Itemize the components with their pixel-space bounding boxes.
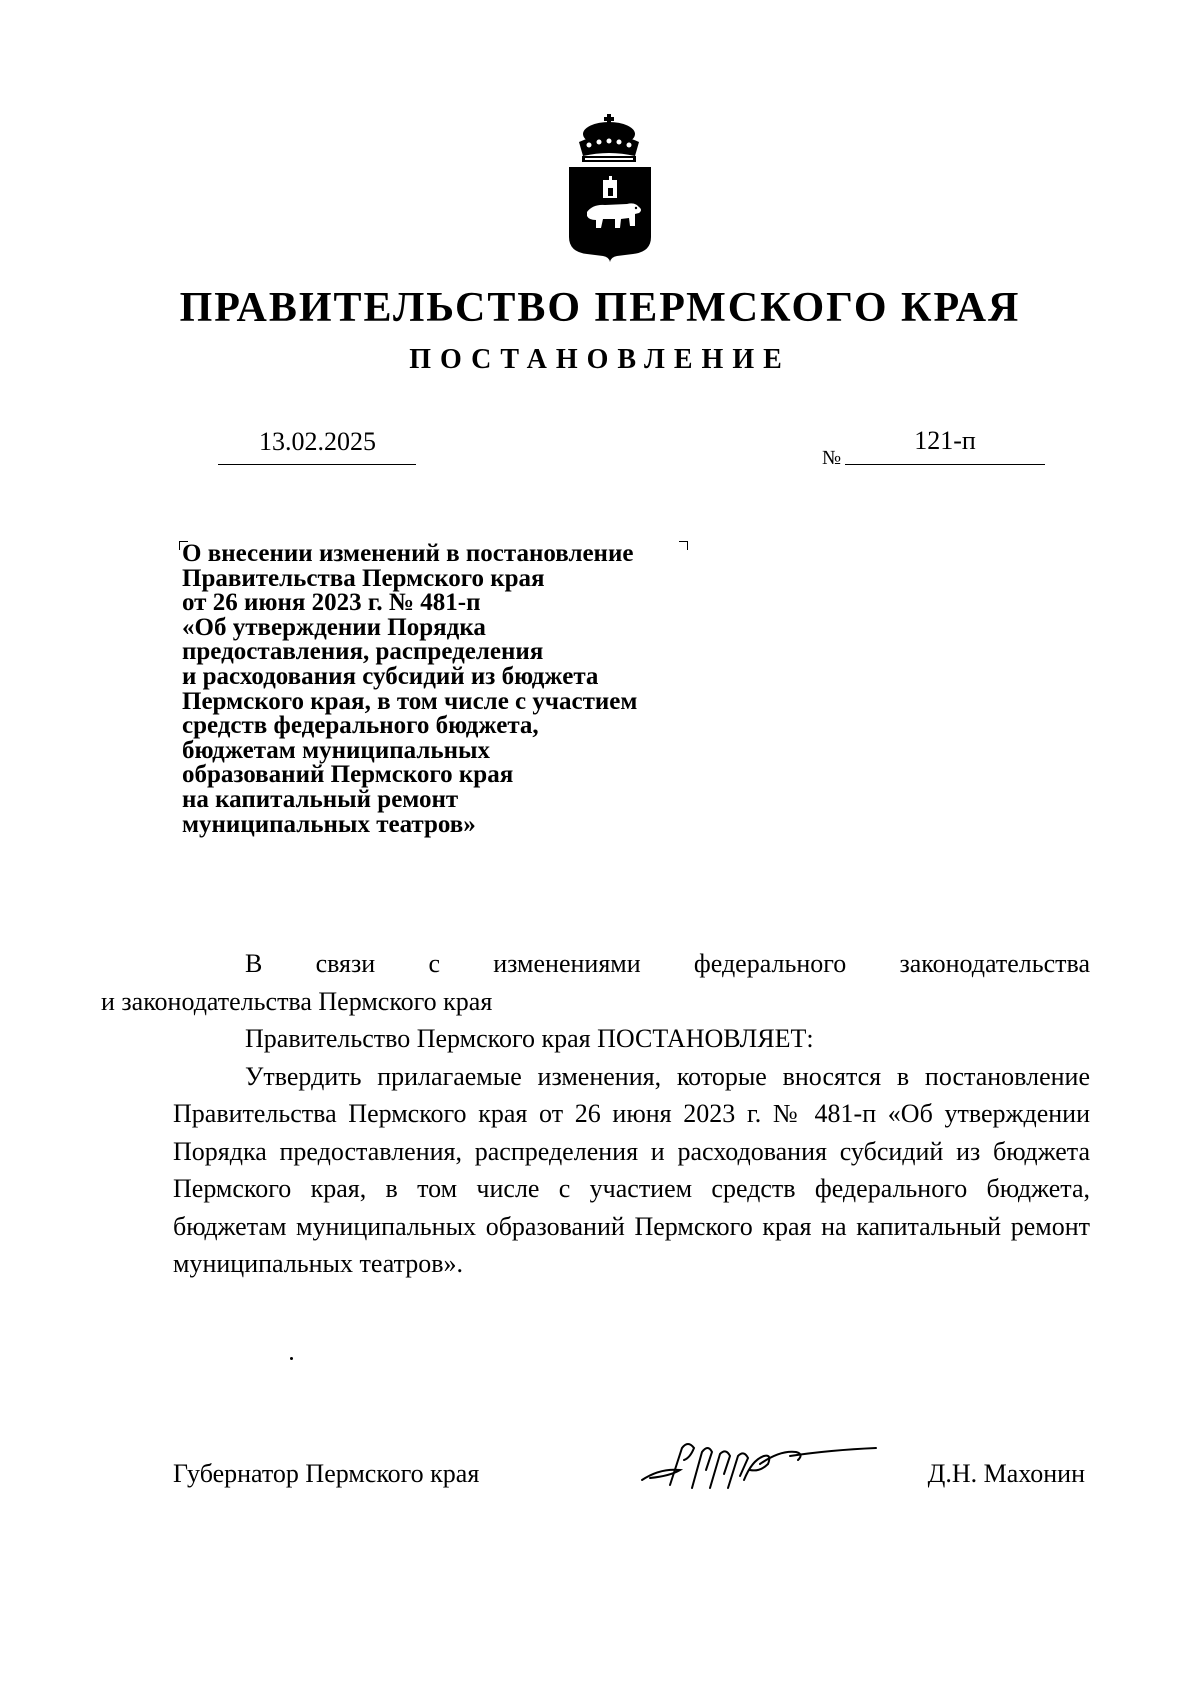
preamble-first-line: В связи с изменениями федерального законодательства (245, 949, 1090, 978)
document-date: 13.02.2025 (259, 427, 376, 456)
scan-speck (290, 1357, 293, 1360)
body-paragraph-preamble (101, 945, 1090, 1020)
date-underline (218, 464, 416, 465)
subject-line: Пермского края, в том числе с участием (182, 687, 638, 715)
subject-line: образований Пермского края (182, 761, 514, 789)
document-number: 121-п (914, 426, 976, 455)
subject-line: средств федерального бюджета, (182, 712, 539, 740)
handwritten-signature (640, 1430, 880, 1500)
body-paragraph-resolves: Правительство Пермского края ПОСТАНОВЛЯЕТ: (245, 1024, 814, 1053)
document-subject (182, 542, 742, 837)
subject-line: и расходования субсидий из бюджета (182, 662, 599, 690)
signatory-position: Губернатор Пермского края (173, 1459, 480, 1488)
number-underline (845, 464, 1045, 465)
subject-line: от 26 июня 2023 г. № 481-п (182, 589, 481, 617)
subject-line: на капитальный ремонт (182, 785, 459, 813)
organization-title: ПРАВИТЕЛЬСТВО ПЕРМСКОГО КРАЯ (179, 285, 1021, 331)
subject-line: О внесении изменений в постановление (182, 540, 634, 567)
subject-line: Правительства Пермского края (182, 564, 545, 592)
subject-line: муниципальных театров» (182, 810, 476, 838)
document-body (101, 945, 1090, 1283)
perm-krai-coat-of-arms-icon (565, 112, 655, 267)
signatory-name: Д.Н. Махонин (927, 1459, 1085, 1488)
subject-line: предоставления, распределения (182, 638, 544, 666)
subject-line: «Об утверждении Порядка (182, 613, 486, 641)
body-paragraph-approve: Утвердить прилагаемые изменения, которые вносятся в постановление Правительства Пермского края от 26 июня 2023 г. № 481-п «Об утверждении Порядка предоставления, распределения и расходования субсидий из бюджета Пермского края, в том числе с участием средств федерального бюджета, бюджетам муниципальных образований Пермского края на капитальный ремонт муниципальных театров». (173, 1061, 1090, 1278)
number-sign: № (822, 447, 842, 469)
subject-line: бюджетам муниципальных (182, 736, 491, 764)
document-type-title: ПОСТАНОВЛЕНИЕ (409, 344, 791, 375)
preamble-rest: и законодательства Пермского края (101, 986, 493, 1016)
